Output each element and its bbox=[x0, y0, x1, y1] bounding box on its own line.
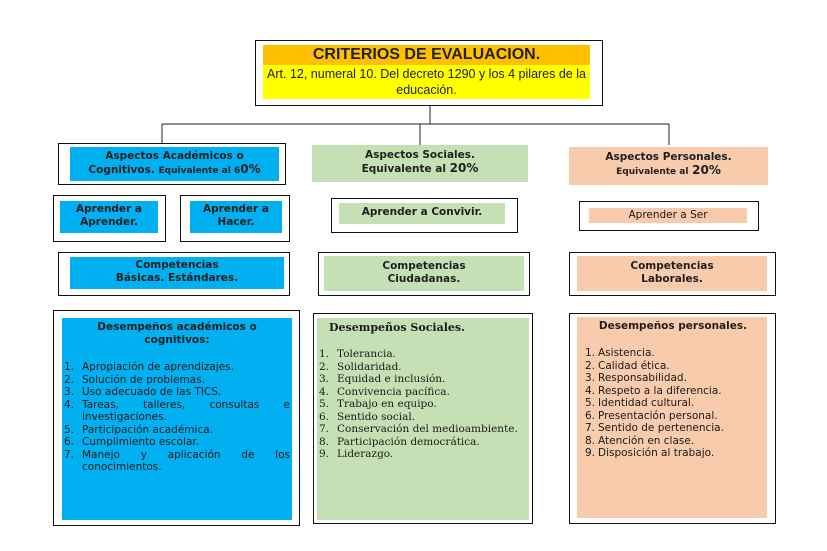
list-item-text: Identidad cultural. bbox=[598, 397, 695, 409]
academic-aspect-line1: Aspectos Académicos o bbox=[105, 150, 244, 162]
list-item-number: 1. bbox=[319, 348, 330, 360]
list-item-text: Atención en clase. bbox=[598, 434, 695, 447]
list-item-number: 7. bbox=[64, 448, 75, 461]
social-aspect-box bbox=[312, 145, 528, 182]
list-item-text: Trabajo en equipo. bbox=[337, 398, 437, 410]
personal-aspect-percent: 20% bbox=[692, 163, 721, 177]
list-item-number: 5. bbox=[319, 398, 330, 410]
list-item bbox=[319, 373, 523, 386]
list-item-number: 7. bbox=[585, 422, 596, 434]
academic-aspect-equivalence: Equivalente al 6 bbox=[158, 166, 241, 176]
list-item-text: Solución de problemas. bbox=[82, 373, 205, 386]
list-item bbox=[585, 422, 761, 435]
personal-aspect-box bbox=[569, 147, 768, 185]
list-item-number: 1. bbox=[64, 361, 75, 373]
list-item-text: Participación democrática. bbox=[337, 435, 480, 448]
list-item-text: Tolerancia. bbox=[337, 348, 396, 360]
social-competencies-box: Competencias Ciudadanas. bbox=[324, 256, 524, 291]
list-item bbox=[585, 360, 761, 373]
list-item-text: Sentido de pertenencia. bbox=[598, 422, 724, 434]
academic-aspect-percent: 0% bbox=[240, 162, 261, 176]
list-item-text: Tareas, talleres, consultas e investigaciones. bbox=[82, 398, 290, 423]
list-item bbox=[64, 374, 290, 387]
social-aspect-percent: 20% bbox=[449, 161, 479, 175]
learn-to-learn-box: Aprender a Aprender. bbox=[60, 201, 158, 233]
learn-to-do-box: Aprender a Hacer. bbox=[190, 201, 282, 233]
list-item-text: Sentido social. bbox=[337, 410, 416, 423]
list-item-number: 3. bbox=[585, 372, 596, 384]
social-aspect-line2: Equivalente al bbox=[361, 163, 446, 175]
list-item-text: Conservación del medioambiente. bbox=[337, 423, 518, 435]
list-item bbox=[585, 447, 761, 460]
list-item bbox=[64, 424, 290, 437]
list-item-number: 6. bbox=[319, 410, 330, 423]
personal-competencies-box: Competencias Laborales. bbox=[577, 256, 767, 291]
list-item-text: Solidaridad. bbox=[337, 360, 402, 373]
social-performance-box bbox=[317, 318, 529, 520]
list-item bbox=[319, 361, 523, 374]
list-item-number: 4. bbox=[319, 385, 330, 398]
list-item-number: 5. bbox=[585, 397, 596, 409]
list-item bbox=[585, 372, 761, 385]
academic-competencies-box: Competencias Básicas. Estándares. bbox=[70, 257, 284, 289]
academic-performance-title: Desempeños académicos o cognitivos: bbox=[97, 321, 257, 346]
personal-performance-list bbox=[585, 347, 761, 460]
personal-aspect-line1: Aspectos Personales. bbox=[605, 151, 732, 163]
social-performance-list bbox=[319, 348, 523, 461]
list-item-text: Liderazgo. bbox=[337, 448, 394, 460]
academic-aspect-box bbox=[70, 147, 279, 181]
list-item-number: 4. bbox=[64, 398, 75, 411]
list-item bbox=[585, 397, 761, 410]
list-item-text: Asistencia. bbox=[598, 347, 655, 359]
list-item bbox=[64, 449, 290, 474]
social-performance-title: Desempeños Sociales. bbox=[329, 321, 465, 334]
list-item-text: Presentación personal. bbox=[598, 409, 718, 422]
list-item-number: 4. bbox=[585, 384, 596, 397]
list-item-text: Cumplimiento escolar. bbox=[82, 436, 200, 448]
list-item-number: 9. bbox=[585, 447, 596, 459]
list-item bbox=[585, 410, 761, 423]
list-item-number: 3. bbox=[319, 373, 330, 385]
list-item-number: 3. bbox=[64, 386, 75, 398]
list-item-number: 2. bbox=[64, 373, 75, 386]
diagram-subtitle: Art. 12, numeral 10. Del decreto 1290 y los 4 pilares de la educación. bbox=[263, 65, 590, 99]
list-item-number: 8. bbox=[585, 434, 596, 447]
social-aspect-line1: Aspectos Sociales. bbox=[364, 149, 476, 161]
list-item bbox=[319, 398, 523, 411]
list-item bbox=[585, 385, 761, 398]
list-item bbox=[319, 423, 523, 436]
list-item bbox=[585, 347, 761, 360]
list-item-text: Convivencia pacífica. bbox=[337, 385, 450, 398]
list-item-text: Responsabilidad. bbox=[598, 372, 687, 384]
list-item-number: 5. bbox=[64, 423, 75, 436]
list-item-number: 6. bbox=[64, 436, 75, 448]
list-item-text: Equidad e inclusión. bbox=[337, 373, 446, 385]
list-item bbox=[64, 399, 290, 424]
list-item-text: Respeto a la diferencia. bbox=[598, 384, 722, 397]
list-item-number: 9. bbox=[319, 448, 330, 460]
academic-aspect-line2: Cognitivos. bbox=[88, 164, 155, 176]
list-item-text: Apropiación de aprendizajes. bbox=[82, 361, 234, 373]
diagram-title: CRITERIOS DE EVALUACION. bbox=[263, 45, 590, 65]
list-item-number: 1. bbox=[585, 347, 596, 359]
list-item bbox=[319, 436, 523, 449]
list-item bbox=[319, 348, 523, 361]
list-item-number: 8. bbox=[319, 435, 330, 448]
list-item-number: 2. bbox=[585, 359, 596, 372]
list-item bbox=[64, 386, 290, 399]
personal-aspect-line2: Equivalente al bbox=[616, 167, 689, 177]
list-item-text: Manejo y aplicación de los conocimientos. bbox=[82, 448, 290, 473]
list-item-text: Participación académica. bbox=[82, 423, 213, 436]
academic-performance-box bbox=[62, 318, 292, 520]
list-item-text: Uso adecuado de las TICS. bbox=[82, 386, 222, 398]
list-item bbox=[64, 361, 290, 374]
list-item bbox=[585, 435, 761, 448]
list-item-number: 2. bbox=[319, 360, 330, 373]
list-item-number: 7. bbox=[319, 423, 330, 435]
personal-performance-title: Desempeños personales. bbox=[598, 320, 748, 332]
list-item bbox=[64, 436, 290, 449]
learn-to-be-box: Aprender a Ser bbox=[589, 208, 747, 223]
list-item bbox=[319, 448, 523, 461]
personal-performance-box bbox=[577, 317, 767, 518]
list-item-text: Disposición al trabajo. bbox=[598, 447, 715, 459]
list-item-text: Calidad ética. bbox=[598, 359, 670, 372]
list-item-number: 6. bbox=[585, 409, 596, 422]
learn-to-live-box: Aprender a Convivir. bbox=[339, 203, 505, 224]
list-item bbox=[319, 411, 523, 424]
list-item bbox=[319, 386, 523, 399]
academic-performance-list bbox=[64, 361, 290, 474]
